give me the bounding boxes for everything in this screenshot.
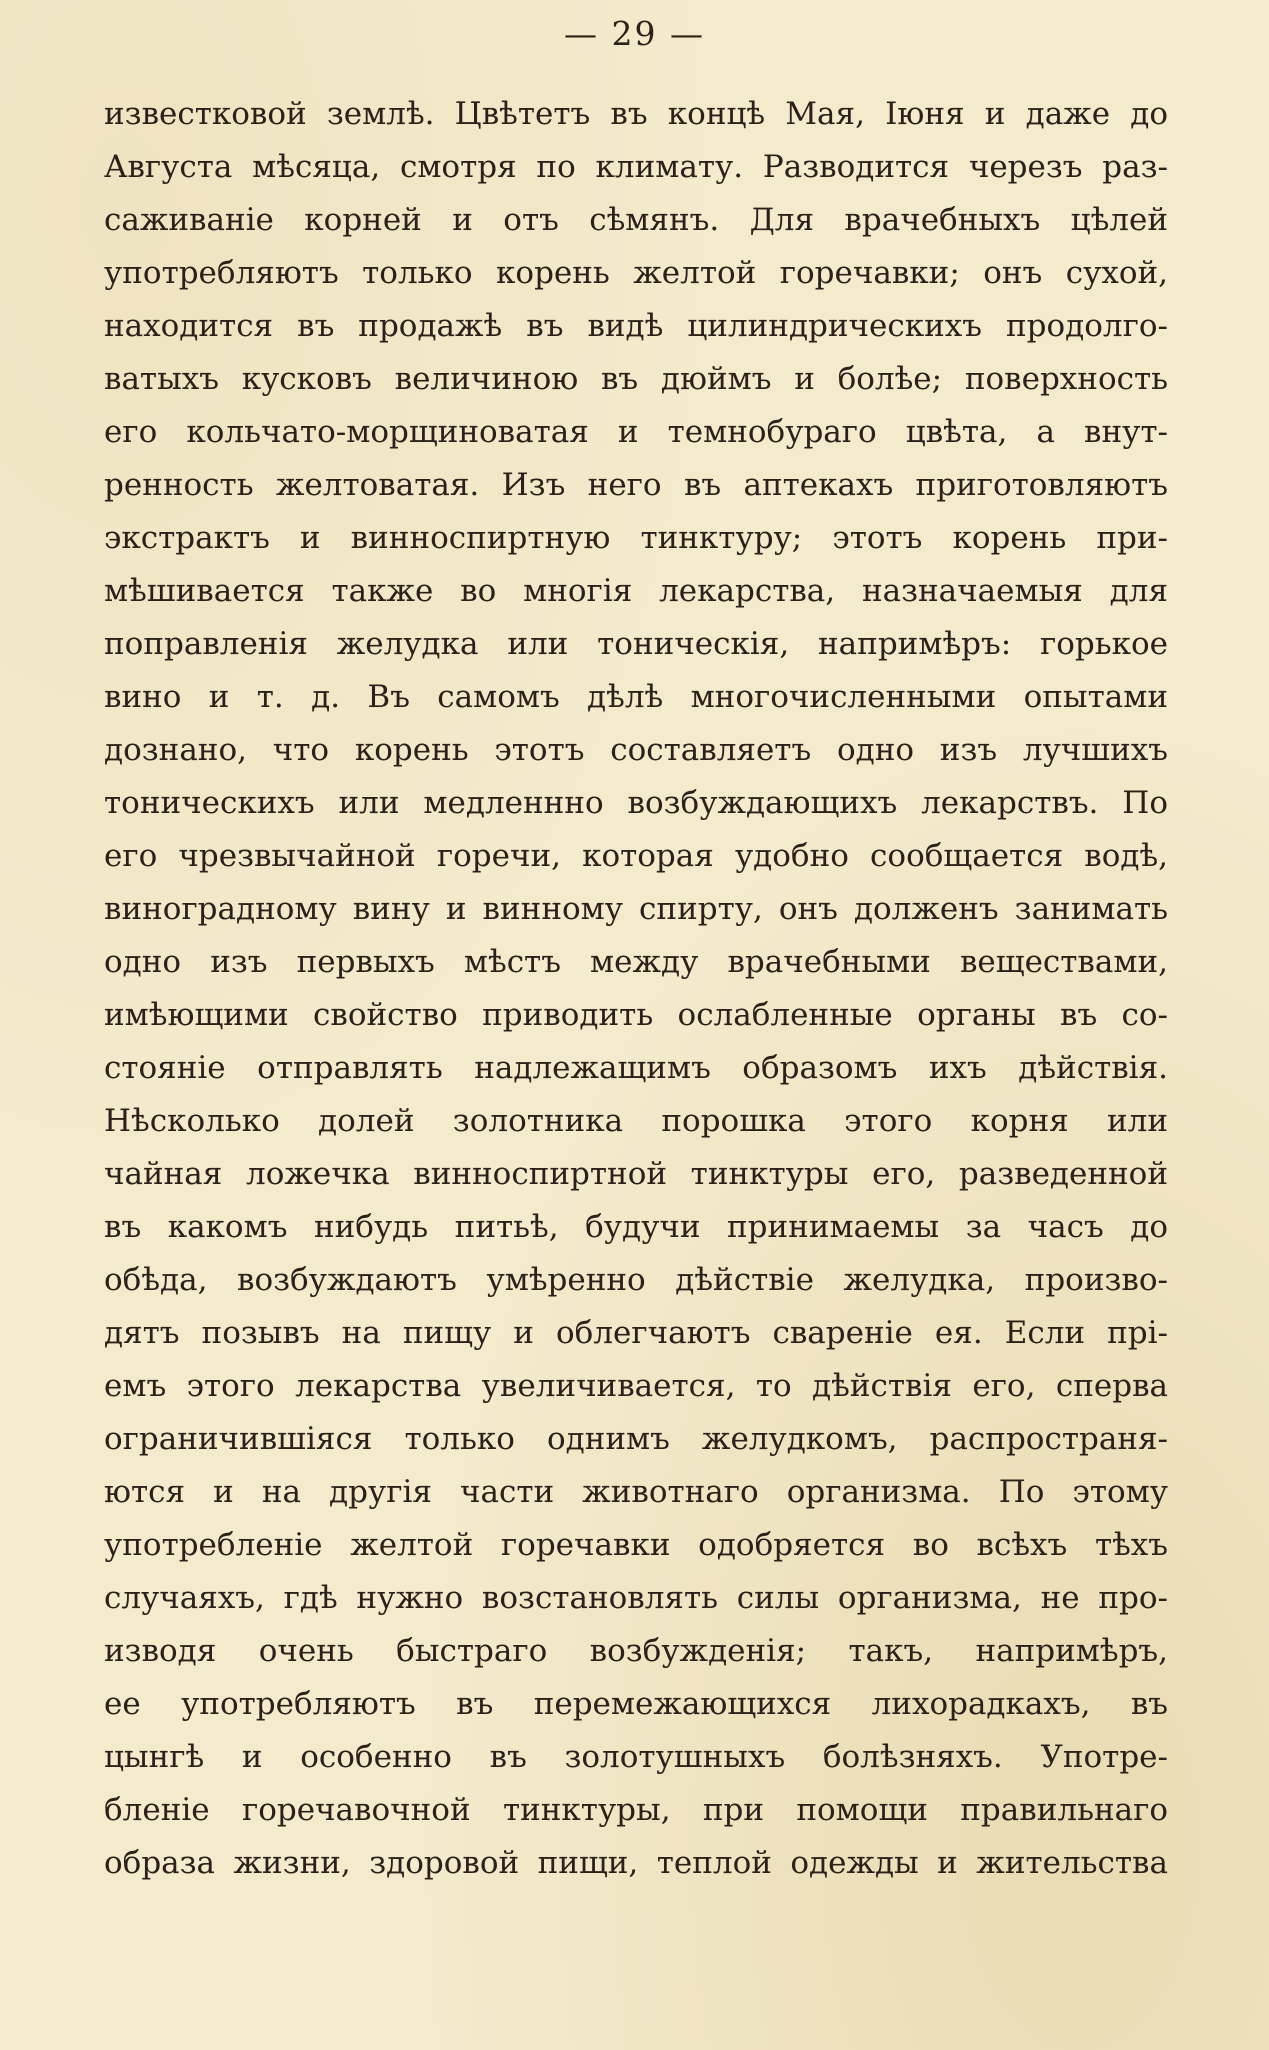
text-line: обѣда, возбуждаютъ умѣренно дѣйствіе желудка, произво- [104, 1262, 1168, 1298]
text-line: Нѣсколько долей золотника порошка этого корня или [104, 1103, 1168, 1139]
text-line: имѣющими свойство приводить ослабленные органы въ со- [104, 997, 1168, 1033]
text-line: въ какомъ нибудь питьѣ, будучи принимаемы за часъ до [104, 1209, 1168, 1245]
text-line: дятъ позывъ на пищу и облегчаютъ свареніе ея. Если прі- [104, 1315, 1168, 1351]
text-line: случаяхъ, гдѣ нужно возстановлять силы организма, не про- [104, 1580, 1168, 1616]
text-line: экстрактъ и винноспиртную тинктуру; этотъ корень при- [104, 520, 1168, 556]
text-line: употребляютъ только корень желтой горечавки; онъ сухой, [104, 255, 1168, 291]
text-line: известковой землѣ. Цвѣтетъ въ концѣ Мая, Іюня и даже до [104, 96, 1168, 132]
text-line: ватыхъ кусковъ величиною въ дюймъ и болѣе; поверхность [104, 361, 1168, 397]
text-line: саживаніе корней и отъ сѣмянъ. Для врачебныхъ цѣлей [104, 202, 1168, 238]
text-line: образа жизни, здоровой пищи, теплой одежды и жительства [104, 1845, 1168, 1881]
text-line: емъ этого лекарства увеличивается, то дѣйствія его, сперва [104, 1368, 1168, 1404]
body-text [104, 88, 1168, 1890]
text-line: чайная ложечка винноспиртной тинктуры его, разведенной [104, 1156, 1168, 1192]
text-line: одно изъ первыхъ мѣстъ между врачебными веществами, [104, 944, 1168, 980]
text-line: употребленіе желтой горечавки одобряется во всѣхъ тѣхъ [104, 1527, 1168, 1563]
text-line: цынгѣ и особенно въ золотушныхъ болѣзняхъ. Употре- [104, 1739, 1168, 1775]
text-line: его чрезвычайной горечи, которая удобно сообщается водѣ, [104, 838, 1168, 874]
text-line: его кольчато-морщиноватая и темнобураго цвѣта, а внут- [104, 414, 1168, 450]
text-line: Августа мѣсяца, смотря по климату. Разводится черезъ раз- [104, 149, 1168, 185]
text-line: мѣшивается также во многія лекарства, назначаемыя для [104, 573, 1168, 609]
text-line: ренность желтоватая. Изъ него въ аптекахъ приготовляютъ [104, 467, 1168, 503]
text-line: стояніе отправлять надлежащимъ образомъ ихъ дѣйствія. [104, 1050, 1168, 1086]
text-line: дознано, что корень этотъ составляетъ одно изъ лучшихъ [104, 732, 1168, 768]
text-line: ее употребляютъ въ перемежающихся лихорадкахъ, въ [104, 1686, 1168, 1722]
text-line: ограничившіяся только однимъ желудкомъ, распространя- [104, 1421, 1168, 1457]
text-line: тоническихъ или медленнно возбуждающихъ лекарствъ. По [104, 785, 1168, 821]
page-number: — 29 — [564, 14, 705, 53]
text-line: ются и на другія части животнаго организма. По этому [104, 1474, 1168, 1510]
text-line: находится въ продажѣ въ видѣ цилиндрическихъ продолго- [104, 308, 1168, 344]
text-line: вино и т. д. Въ самомъ дѣлѣ многочисленными опытами [104, 679, 1168, 715]
text-line: поправленія желудка или тоническія, напримѣръ: горькое [104, 626, 1168, 662]
text-line: виноградному вину и винному спирту, онъ долженъ занимать [104, 891, 1168, 927]
text-line: бленіе горечавочной тинктуры, при помощи правильнаго [104, 1792, 1168, 1828]
text-line: изводя очень быстраго возбужденія; такъ, напримѣръ, [104, 1633, 1168, 1669]
